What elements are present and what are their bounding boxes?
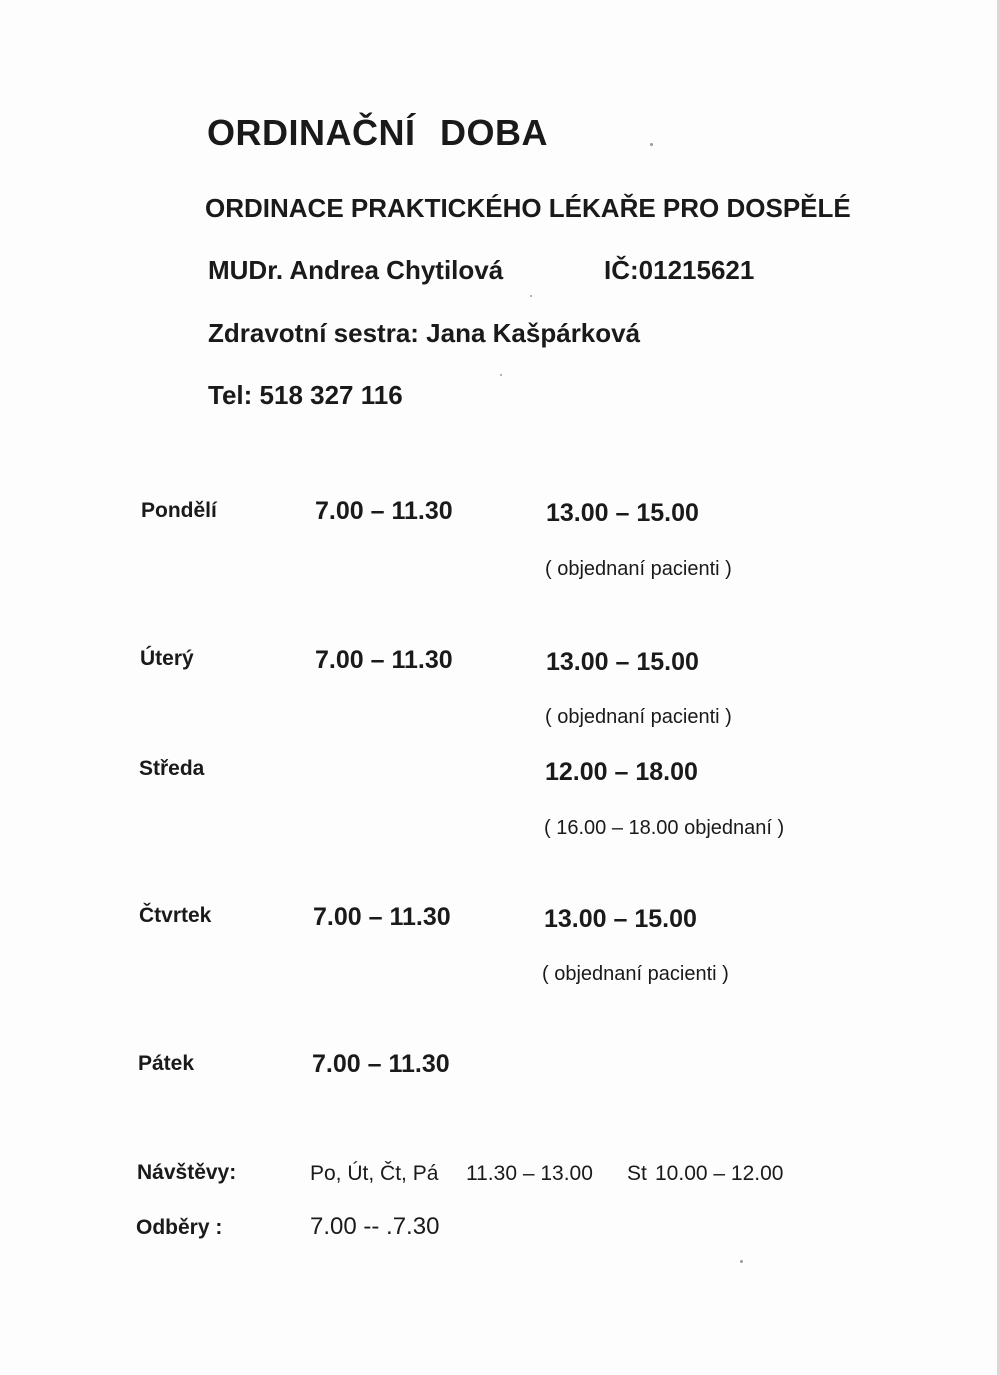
afternoon-hours-monday: 13.00 – 15.00 bbox=[546, 499, 699, 527]
note-thursday: ( objednaní pacienti ) bbox=[542, 963, 729, 985]
nurse-name: Zdravotní sestra: Jana Kašpárková bbox=[208, 318, 641, 348]
note-monday: ( objednaní pacienti ) bbox=[545, 558, 732, 580]
phone-number: Tel: 518 327 116 bbox=[208, 380, 403, 410]
visits-time-2: 10.00 – 12.00 bbox=[655, 1162, 784, 1185]
day-label-friday: Pátek bbox=[138, 1052, 195, 1075]
company-id: IČ:01215621 bbox=[604, 255, 755, 285]
visits-time-1: 11.30 – 13.00 bbox=[466, 1162, 593, 1185]
scan-speck bbox=[650, 143, 653, 146]
samples-label: Odběry : bbox=[136, 1216, 223, 1239]
samples-time: 7.00 -- .7.30 bbox=[310, 1213, 440, 1240]
afternoon-hours-tuesday: 13.00 – 15.00 bbox=[546, 648, 699, 676]
visits-label: Návštěvy: bbox=[137, 1161, 237, 1184]
morning-hours-friday: 7.00 – 11.30 bbox=[312, 1050, 450, 1078]
morning-hours-monday: 7.00 – 11.30 bbox=[315, 497, 453, 525]
scan-speck bbox=[530, 295, 532, 297]
visits-days-2: St bbox=[627, 1162, 647, 1185]
afternoon-hours-thursday: 13.00 – 15.00 bbox=[544, 905, 697, 933]
day-label-tuesday: Úterý bbox=[140, 647, 194, 670]
morning-hours-tuesday: 7.00 – 11.30 bbox=[315, 646, 453, 674]
note-wednesday: ( 16.00 – 18.00 objednaní ) bbox=[544, 817, 785, 839]
note-tuesday: ( objednaní pacienti ) bbox=[545, 706, 732, 728]
page-title: ORDINAČNÍ DOBA bbox=[207, 112, 548, 153]
day-label-thursday: Čtvrtek bbox=[139, 904, 212, 927]
afternoon-hours-wednesday: 12.00 – 18.00 bbox=[545, 758, 698, 786]
scan-speck bbox=[500, 374, 502, 376]
doctor-name: MUDr. Andrea Chytilová bbox=[208, 255, 504, 285]
day-label-monday: Pondělí bbox=[141, 499, 217, 522]
visits-days-1: Po, Út, Čt, Pá bbox=[310, 1162, 439, 1185]
morning-hours-thursday: 7.00 – 11.30 bbox=[313, 903, 451, 931]
scan-speck bbox=[740, 1260, 743, 1263]
practice-name: ORDINACE PRAKTICKÉHO LÉKAŘE PRO DOSPĚLÉ bbox=[205, 193, 851, 223]
day-label-wednesday: Středa bbox=[139, 757, 205, 780]
